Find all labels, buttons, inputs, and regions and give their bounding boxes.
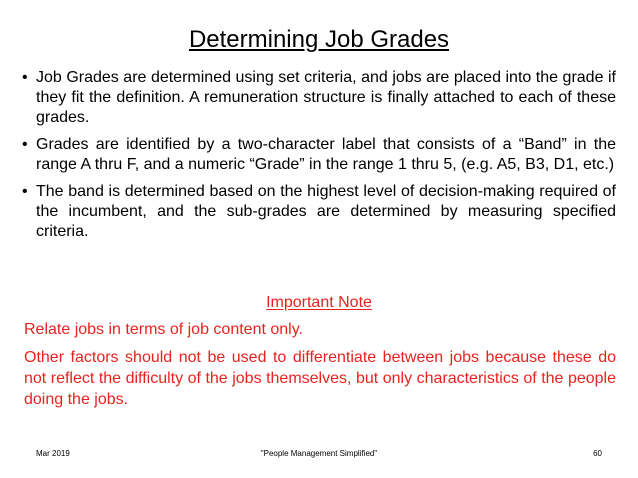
important-note-heading-text: Important Note bbox=[266, 294, 372, 311]
bullet-item bbox=[24, 135, 616, 175]
bullet-text: The band is determined based on the highest level of decision-making required of the incumbent, and the sub-grades are determined by measuring specified criteria. bbox=[36, 183, 616, 240]
bullet-list bbox=[24, 68, 616, 249]
bullet-marker: • bbox=[22, 136, 28, 153]
bullet-marker: • bbox=[22, 183, 28, 200]
important-note-line: Relate jobs in terms of job content only. bbox=[24, 321, 303, 338]
footer-title: "People Management Simplified" bbox=[260, 449, 378, 458]
footer-date: Mar 2019 bbox=[36, 449, 70, 458]
important-note-heading bbox=[0, 293, 638, 313]
bullet-item bbox=[24, 68, 616, 128]
footer-page-number: 60 bbox=[593, 449, 602, 458]
bullet-item bbox=[24, 182, 616, 242]
slide-title: Determining Job Grades bbox=[188, 26, 450, 53]
important-note-paragraph: Other factors should not be used to differentiate between jobs because these do not reflect the difficulty of the jobs themselves, but only characteristics of the people doing the jobs. bbox=[24, 349, 616, 408]
bullet-marker: • bbox=[22, 69, 28, 86]
bullet-text: Job Grades are determined using set criteria, and jobs are placed into the grade if they fit the definition. A remuneration structure is finally attached to each of these grades. bbox=[36, 69, 616, 126]
bullet-text: Grades are identified by a two-character label that consists of a “Band” in the range A thru F, and a numeric “Grade” in the range 1 thru 5, (e.g. A5, B3, D1, etc.) bbox=[36, 136, 616, 173]
